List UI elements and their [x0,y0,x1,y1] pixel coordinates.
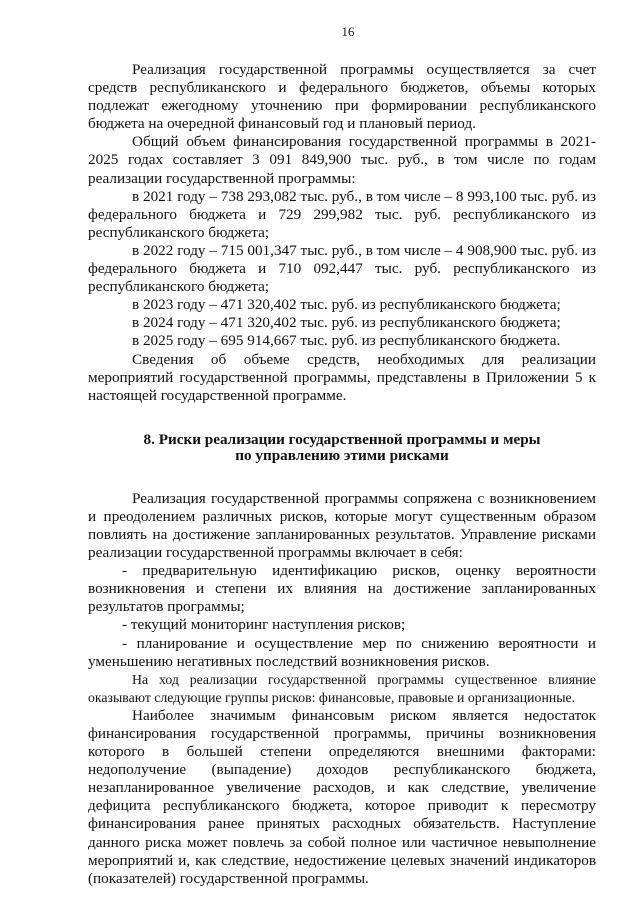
funding-year-2024: в 2024 году – 471 320,402 тыс. руб. из республиканского бюджета; [132,314,561,332]
paragraph-risks-intro: Реализация государственной программы сопряжена с возникновением и преодолением различных рисков, которые могут существенным образом повлиять на достижение запланированных результатов. Управление рисками реализации государственной программы включает в себя: [88,489,596,562]
paragraph-risk-groups: На ход реализации государственной программы существенное влияние оказывают следующие группы рисков: финансовые, правовые и организационные. [88,671,596,705]
funding-year-2025: в 2025 году – 695 914,667 тыс. руб. из республиканского бюджета. [132,332,561,350]
section-heading-line1: 8. Риски реализации государственной программы и меры [143,430,541,448]
funding-year-2021: в 2021 году – 738 293,082 тыс. руб., в том числе – 8 993,100 тыс. руб. из федерального бюджета и 729 299,982 тыс. руб. республиканского из республиканского бюджета; [88,187,596,241]
paragraph-financial-risk: Наиболее значимым финансовым риском является недостаток финансирования государственной программы, причины возникновения которого в большей степени определяются внешними факторами: недополучение (выпадение) доходов республиканского бюджета, незапланированное увеличение расходов, и как следствие, увеличение дефицита республиканского бюджета, которое приводит к пересмотру финансирования ранее принятых расходных обязательств. Наступление данного риска может повлечь за собой полное или частичное невыполнение мероприятий и, как следствие, недостижение целевых значений индикаторов (показателей) государственной программы. [88,706,596,887]
section-heading-line2: по управлению этими рисками [235,446,449,464]
financing-section [88,61,596,405]
funding-year-2022: в 2022 году – 715 001,347 тыс. руб., в том числе – 4 908,900 тыс. руб. из федерального бюджета и 710 092,447 тыс. руб. республиканского из республиканского бюджета; [88,241,596,296]
funding-year-2023: в 2023 году – 471 320,402 тыс. руб. из республиканского бюджета; [132,296,561,314]
paragraph-funding-sources: Реализация государственной программы осуществляется за счет средств республиканского и федерального бюджетов, объемы которых подлежат ежегодному уточнению при формировании республиканского бюджета на очередной финансовый год и плановый период. [88,61,596,133]
section-heading [88,432,596,464]
list-item-identification: - предварительную идентификацию рисков, оценку вероятности возникновения и степени их влияния на достижение запланированных результатов программы; [88,562,596,616]
risks-section [88,490,596,888]
list-item-mitigation: - планирование и осуществление мер по снижению вероятности и уменьшению негативных последствий возникновения рисков. [88,634,596,670]
paragraph-total-funding: Общий объем финансирования государственной программы в 2021-2025 годах составляет 3 091 849,900 тыс. руб., в том числе по годам реализации государственной программы: [88,133,596,187]
list-item-monitoring: - текущий мониторинг наступления рисков; [122,616,406,634]
document-page [88,24,596,888]
paragraph-appendix-reference: Сведения об объеме средств, необходимых для реализации мероприятий государственной программы, представлены в Приложении 5 к настоящей государственной программе. [88,350,596,404]
page-number: 16 [341,24,355,39]
